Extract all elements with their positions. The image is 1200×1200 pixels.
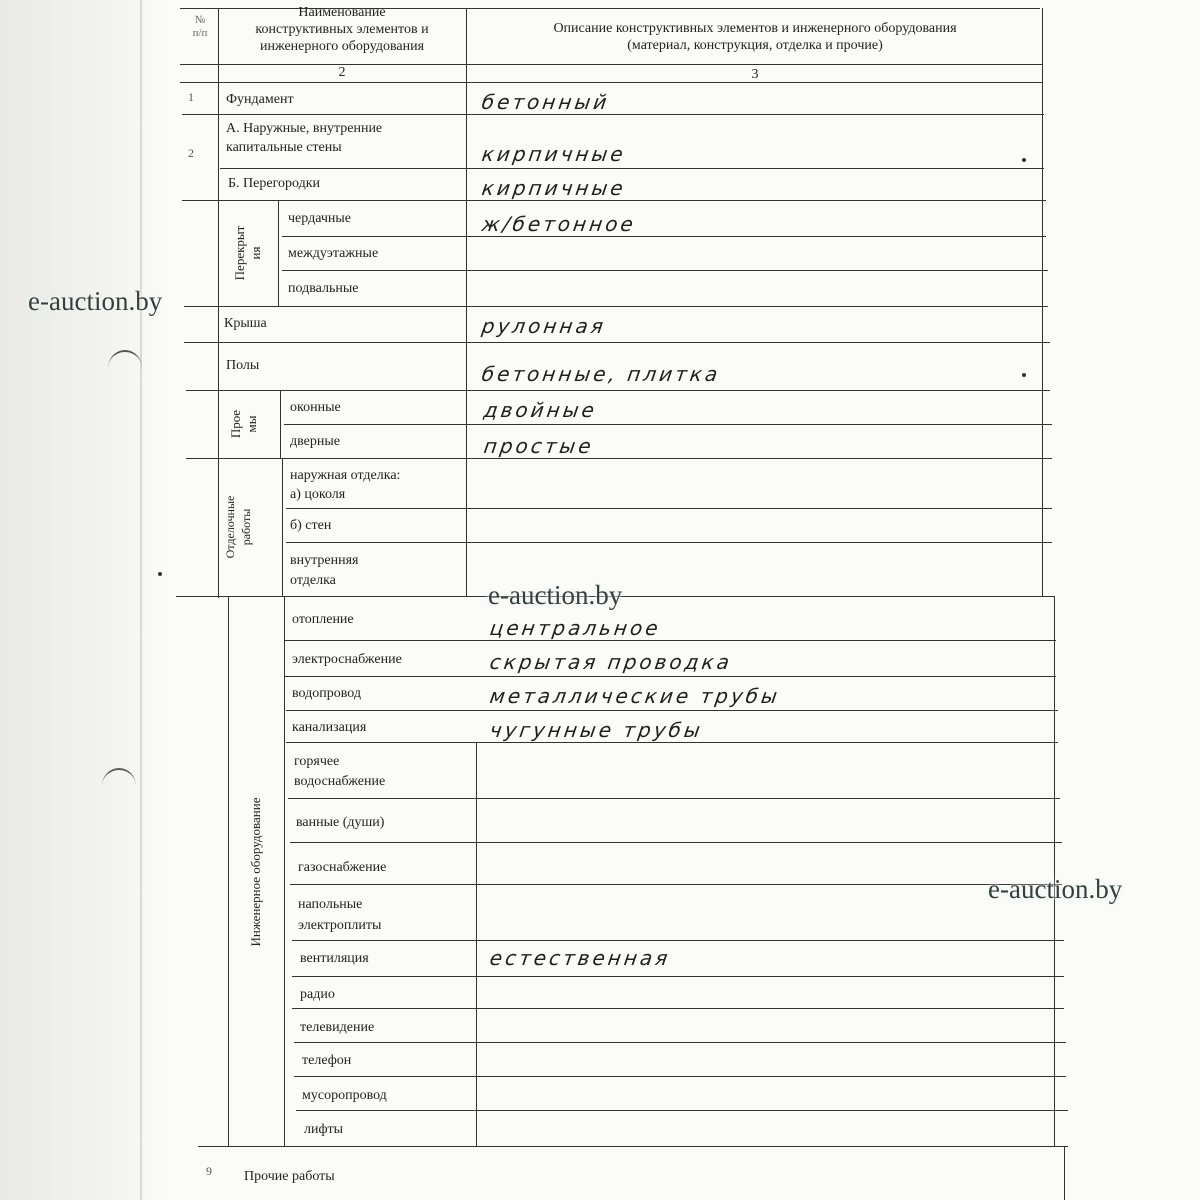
table-line <box>186 390 1050 391</box>
value-handwritten: кирпичные <box>480 142 628 166</box>
watermark: e-auction.by <box>988 874 1123 904</box>
item-label: канализация <box>292 720 367 735</box>
item-label: А. Наружные, внутренние <box>226 121 383 136</box>
item-label: водопровод <box>292 686 361 701</box>
table-line <box>278 200 279 306</box>
header-element-name: Наименование конструктивных элементов и инженерного оборудования <box>255 5 429 54</box>
group-inzhenernoe: Инженерное оборудование <box>248 797 263 947</box>
item-label: междуэтажные <box>288 246 379 261</box>
item-label: газоснабжение <box>298 860 387 875</box>
table-line <box>284 596 285 1146</box>
item-label: чердачные <box>288 211 351 226</box>
item-label: отопление <box>292 612 354 627</box>
group-proemy: Проe мы <box>228 409 259 439</box>
header-number: № п/п <box>192 14 208 39</box>
table-line <box>218 8 219 598</box>
table-line <box>290 842 1062 843</box>
item-label: Фундамент <box>226 92 294 107</box>
table-line <box>228 596 229 1146</box>
table-line <box>1064 1146 1065 1200</box>
table-line <box>290 884 1062 885</box>
table-line <box>286 742 1058 743</box>
table-line <box>286 542 1052 543</box>
value-handwritten: простые <box>482 434 596 458</box>
item-label: телефон <box>302 1053 352 1068</box>
item-label: Прочие работы <box>244 1169 335 1184</box>
item-label: вентиляция <box>300 951 369 966</box>
item-label: лифты <box>304 1122 344 1137</box>
scan-speck <box>1022 373 1026 377</box>
table-line <box>286 710 1058 711</box>
table-line <box>294 1076 1066 1077</box>
table-line <box>186 458 1052 459</box>
table-line <box>184 306 1048 307</box>
value-handwritten: центральное <box>488 616 663 640</box>
item-label: б) стен <box>290 518 332 533</box>
table-line <box>292 976 1064 977</box>
group-otdelochnye: Отделочные работы <box>223 495 253 559</box>
table-line <box>282 458 283 596</box>
watermark: e-auction.by <box>488 580 623 610</box>
table-line <box>1054 596 1055 1146</box>
scan-shadow <box>0 0 170 1200</box>
group-perekrytia: Перекрыт ия <box>232 225 263 281</box>
value-handwritten: двойные <box>482 398 599 422</box>
value-handwritten: бетонный <box>480 90 612 114</box>
watermark: e-auction.by <box>28 286 163 316</box>
table-line <box>182 114 1044 115</box>
item-label: подвальные <box>288 281 359 296</box>
item-label: мусоропровод <box>302 1088 387 1103</box>
table-line <box>476 742 477 1146</box>
item-label: ванные (души) <box>296 815 385 830</box>
value-handwritten: бетонные, плитка <box>480 362 723 386</box>
header-col-number-2: 2 <box>338 65 346 80</box>
page-edge <box>140 0 142 1200</box>
item-label: оконные <box>290 400 341 415</box>
item-label: Б. Перегородки <box>228 176 320 191</box>
item-label: напольные <box>298 897 363 912</box>
scan-speck <box>158 572 162 576</box>
table-line <box>284 424 1052 425</box>
value-handwritten: металлические трубы <box>488 684 782 708</box>
item-label: горячее <box>294 754 340 769</box>
table-line <box>198 1146 1068 1147</box>
table-line <box>1042 8 1043 596</box>
table-line <box>288 798 1060 799</box>
value-handwritten: чугунные трубы <box>488 718 705 742</box>
value-handwritten: кирпичные <box>480 176 628 200</box>
punch-hole-bottom <box>102 768 136 804</box>
table-line <box>280 390 281 458</box>
table-line <box>220 168 1044 169</box>
table-line <box>292 940 1064 941</box>
item-label: капитальные стены <box>226 140 342 155</box>
punch-hole-top <box>108 350 142 386</box>
table-line <box>282 270 1048 271</box>
table-line <box>286 508 1052 509</box>
item-label: отделка <box>290 573 336 588</box>
item-label: телевидение <box>300 1020 375 1035</box>
row-number: 1 <box>188 90 194 104</box>
item-label: внутренняя <box>290 553 359 568</box>
scan-speck <box>1022 158 1026 162</box>
row-number: 9 <box>206 1164 212 1178</box>
table-line <box>182 200 1046 201</box>
value-handwritten: скрытая проводка <box>488 650 734 674</box>
item-label: электроплиты <box>298 918 382 933</box>
item-label: радио <box>300 987 335 1002</box>
item-label: дверные <box>290 434 340 449</box>
value-handwritten: естественная <box>488 946 673 970</box>
item-label: водоснабжение <box>294 774 386 789</box>
item-label: Крыша <box>224 316 267 331</box>
table-line <box>284 640 1056 641</box>
header-col-number-3: 3 <box>751 67 759 82</box>
table-line <box>466 8 467 596</box>
table-line <box>184 342 1050 343</box>
item-label: а) цоколя <box>290 487 346 502</box>
table-line <box>294 1042 1066 1043</box>
table-line <box>296 1110 1068 1111</box>
table-line <box>292 1008 1064 1009</box>
value-handwritten: ж/бетонное <box>480 212 638 236</box>
value-handwritten: рулонная <box>480 314 608 338</box>
item-label: Полы <box>226 358 260 373</box>
item-label: наружная отделка: <box>290 468 401 483</box>
table-line <box>282 236 1046 237</box>
header-description: Описание конструктивных элементов и инженерного оборудования (материал, конструкция, отделка и прочие) <box>553 21 957 53</box>
row-number: 2 <box>188 146 194 160</box>
item-label: электроснабжение <box>292 652 402 667</box>
table-line <box>284 676 1056 677</box>
